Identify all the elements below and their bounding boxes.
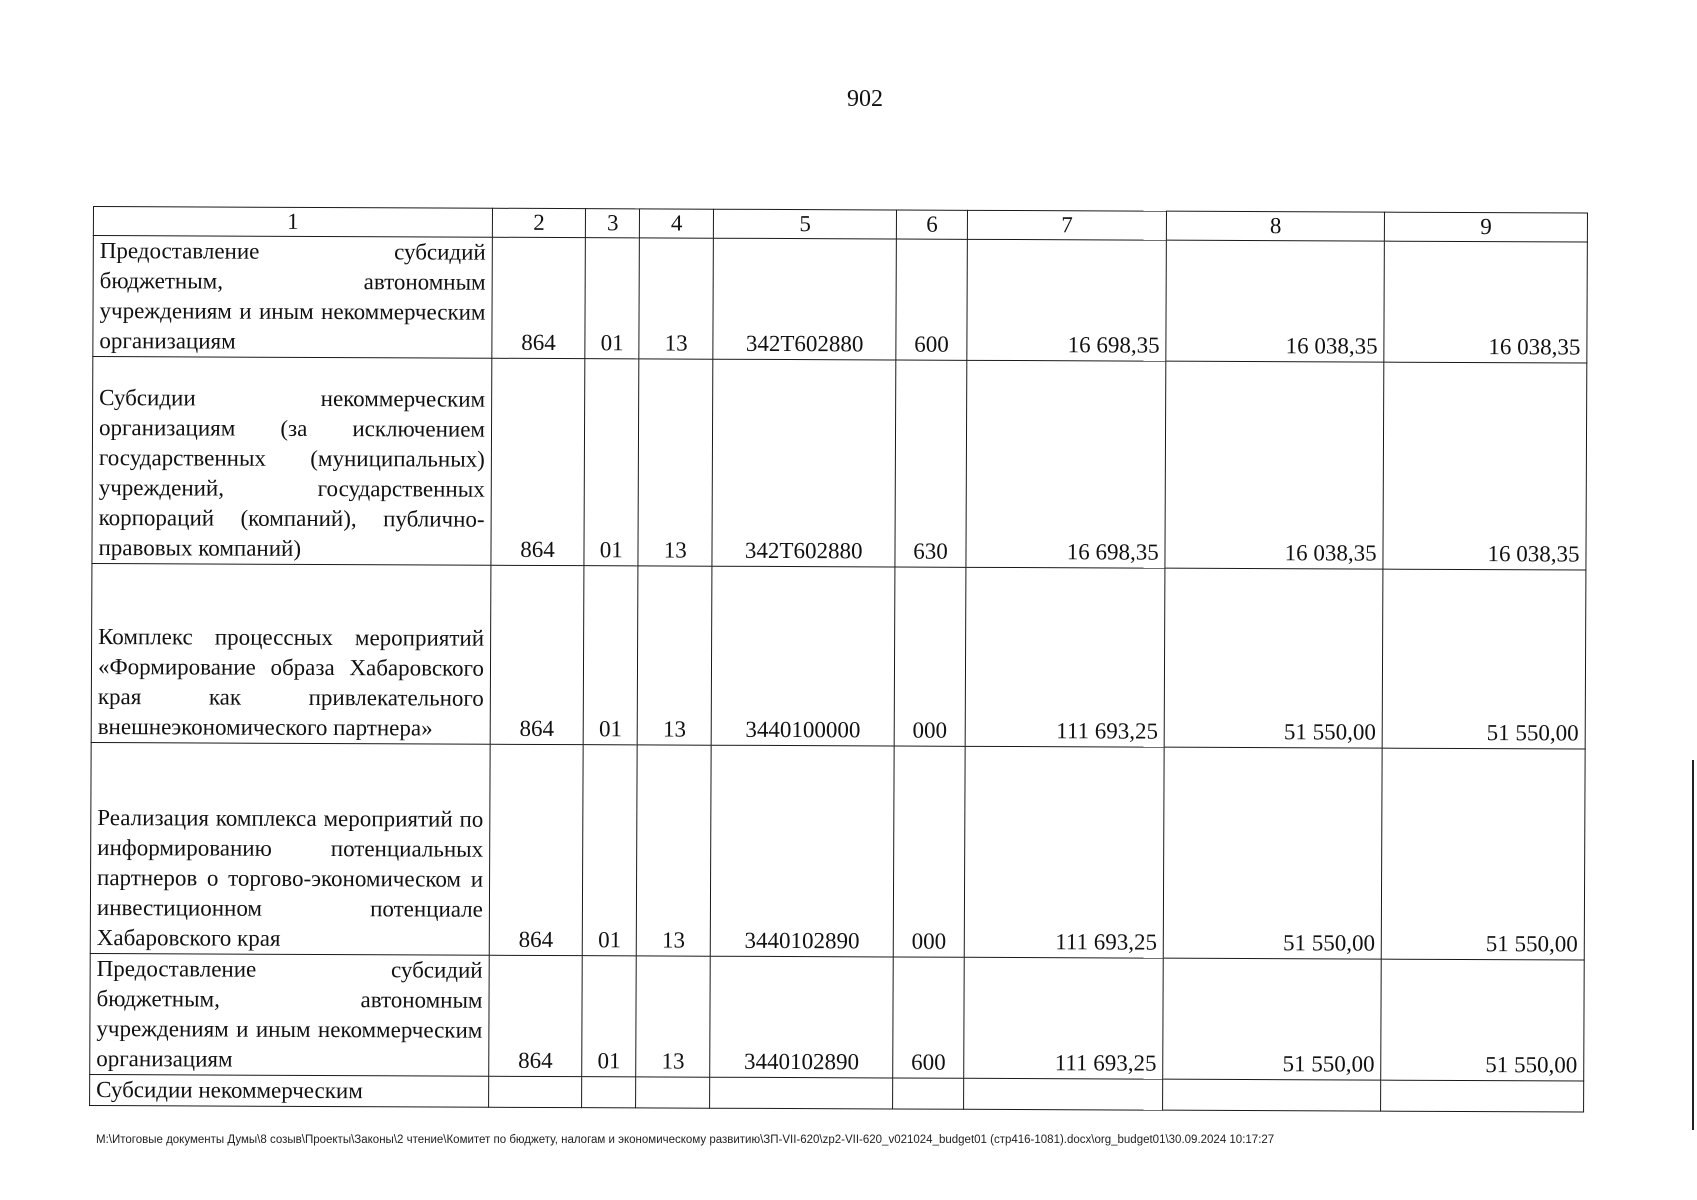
- row-code-cell: 01: [584, 359, 639, 566]
- row-amount-cell: 16 698,35: [966, 360, 1166, 568]
- row-code-cell: 000: [894, 567, 965, 746]
- row-code-cell: 13: [636, 956, 710, 1077]
- row-amount-cell: [963, 1078, 1163, 1110]
- row-code-cell: 13: [638, 359, 713, 566]
- row-name-cell: Субсидии некоммерческим: [90, 1074, 489, 1107]
- row-code-cell: [489, 1076, 582, 1107]
- header-col-9: 9: [1385, 212, 1588, 242]
- row-code-cell: 13: [638, 566, 712, 745]
- row-code-cell: 13: [637, 745, 712, 956]
- row-code-cell: 864: [490, 565, 584, 744]
- table-row: [90, 1074, 1584, 1112]
- row-name-cell: Предоставление субсидий бюджетным, автономным учреждениям и иным некоммерческим организациям: [90, 953, 489, 1076]
- row-code-cell: [636, 1077, 710, 1108]
- header-col-5: 5: [713, 209, 896, 239]
- row-code-cell: 864: [489, 955, 583, 1076]
- row-amount-cell: 16 038,35: [1383, 362, 1587, 570]
- header-col-7: 7: [967, 210, 1167, 240]
- row-code-cell: 864: [491, 358, 585, 565]
- row-code-cell: 01: [583, 566, 638, 745]
- row-amount-cell: 111 693,25: [965, 567, 1165, 747]
- row-code-cell: [893, 1078, 964, 1109]
- row-code-cell: 864: [492, 237, 586, 358]
- row-name-cell: Предоставление субсидий бюджетным, автономным учреждениям и иным некоммерческим организациям: [93, 236, 492, 359]
- row-code-cell: 01: [582, 745, 637, 956]
- page-number: 902: [847, 86, 883, 112]
- row-name-cell: Комплекс процессных мероприятий «Формирование образа Хабаровского края как привлекательного внешнеэкономического партнера»: [91, 563, 491, 744]
- budget-table: [89, 206, 1588, 1113]
- row-amount-cell: [1381, 1080, 1584, 1112]
- row-code-cell: 000: [894, 746, 965, 957]
- table-row: [90, 742, 1585, 960]
- scan-edge-line: [1692, 760, 1694, 1130]
- budget-table-container: [89, 206, 1588, 1113]
- row-code-cell: 13: [639, 238, 713, 359]
- row-amount-cell: 16 698,35: [967, 239, 1167, 361]
- row-amount-cell: 51 550,00: [1164, 568, 1383, 748]
- row-code-cell: 3440102890: [710, 956, 894, 1078]
- table-row: [90, 953, 1585, 1081]
- header-col-1: 1: [93, 207, 492, 238]
- row-amount-cell: 51 550,00: [1382, 569, 1586, 749]
- document-path-footer: M:\Итоговые документы Думы\8 созыв\Проекты\Законы\2 чтение\Комитет по бюджету, налогам и экономическому развитию\ЗП-VII-620\zp2-VII-620_v021024_budget01 (стр416-1081).docx\org_budget01\30.09.2024 10:17:27: [96, 1134, 1275, 1146]
- header-col-3: 3: [586, 209, 640, 238]
- row-code-cell: 600: [896, 239, 967, 360]
- row-code-cell: 342Т602880: [712, 359, 896, 567]
- row-name-cell: Реализация комплекса мероприятий по информированию потенциальных партнеров о торгово-экономическом и инвестиционном потенциале Хабаровского края: [90, 742, 490, 955]
- row-amount-cell: [1163, 1079, 1381, 1111]
- table-row: [91, 563, 1586, 749]
- row-amount-cell: 16 038,35: [1384, 241, 1587, 363]
- row-amount-cell: 51 550,00: [1163, 958, 1381, 1080]
- row-code-cell: 3440100000: [711, 566, 895, 746]
- row-amount-cell: 111 693,25: [964, 746, 1164, 958]
- row-amount-cell: 51 550,00: [1381, 748, 1585, 960]
- table-row: [93, 236, 1588, 364]
- row-amount-cell: 51 550,00: [1164, 747, 1383, 959]
- row-code-cell: 600: [893, 957, 964, 1078]
- row-code-cell: 630: [895, 360, 966, 567]
- row-code-cell: 01: [582, 956, 637, 1077]
- row-name-cell: Субсидии некоммерческим организациям (за исключением государственных (муниципальных) учреждений, государственных корпораций (компаний), публично-правовых компаний): [92, 357, 492, 566]
- row-code-cell: 342Т602880: [713, 238, 897, 360]
- row-code-cell: 3440102890: [710, 745, 894, 957]
- header-col-6: 6: [897, 210, 968, 239]
- table-row: [92, 357, 1587, 571]
- header-col-4: 4: [640, 209, 714, 238]
- header-col-2: 2: [492, 208, 585, 237]
- row-amount-cell: 16 038,35: [1165, 361, 1384, 569]
- row-amount-cell: 51 550,00: [1381, 959, 1584, 1081]
- row-code-cell: 01: [585, 238, 640, 359]
- row-code-cell: 864: [489, 744, 583, 955]
- row-amount-cell: 111 693,25: [964, 957, 1164, 1079]
- row-code-cell: [582, 1077, 636, 1108]
- row-code-cell: [710, 1077, 893, 1109]
- header-col-8: 8: [1167, 211, 1385, 241]
- row-amount-cell: 16 038,35: [1166, 240, 1384, 362]
